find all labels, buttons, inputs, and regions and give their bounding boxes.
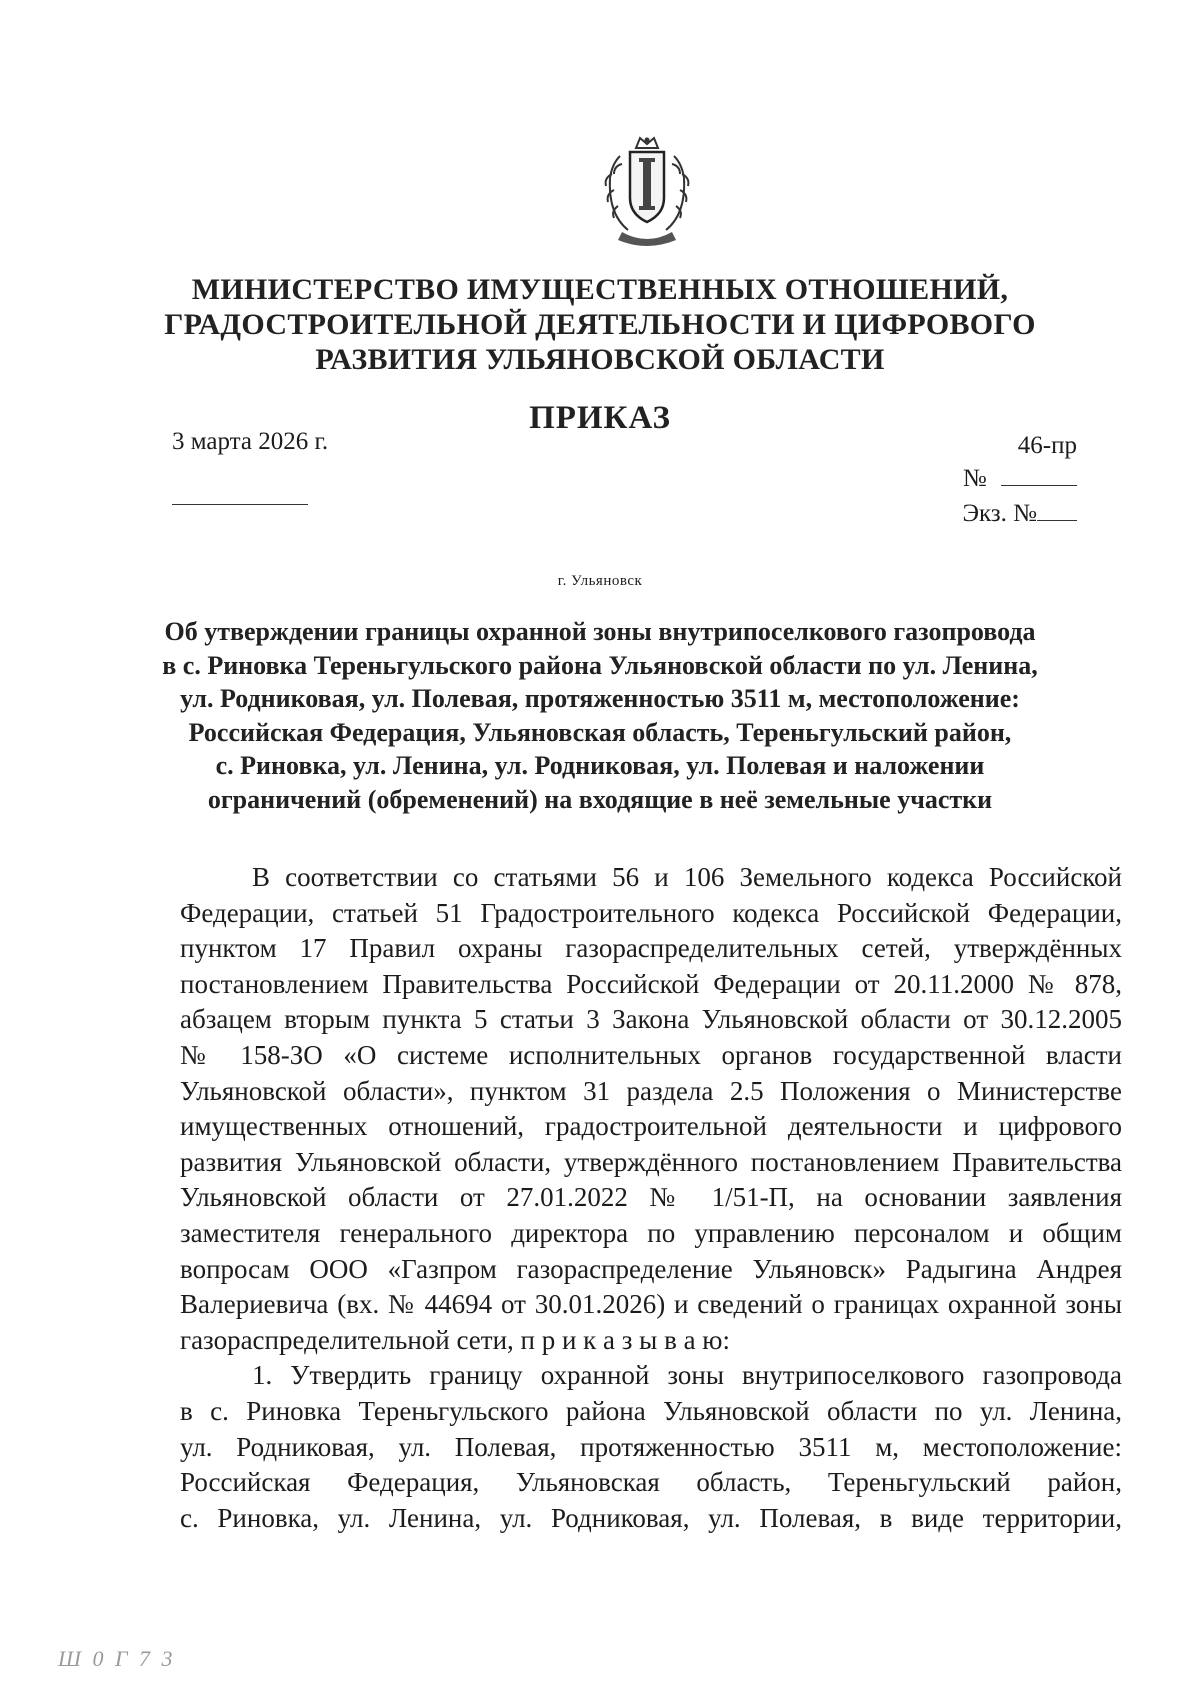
subject-line: Российская Федерация, Ульяновская область, Тереньгульский район, [188, 717, 1012, 747]
registration-stamp: Ш 0 Г 7 3 [58, 1646, 176, 1671]
ministry-name [150, 272, 1050, 377]
body-line: развития Ульяновской области, утверждённого постановлением Правительства [180, 1146, 1122, 1177]
copy-blank [1037, 519, 1077, 521]
body-line: В соответствии со статьями 56 и 106 Земельного кодекса Российской [252, 862, 1122, 892]
ministry-line-2: ГРАДОСТРОИТЕЛЬНОЙ ДЕЯТЕЛЬНОСТИ И ЦИФРОВОГО [164, 308, 1036, 341]
copy-label: Экз. № [962, 500, 1037, 527]
document-subject [150, 615, 1050, 817]
document-body [180, 860, 1122, 1536]
body-line: абзацем вторым пункта 5 статьи 3 Закона Ульяновской области от 30.12.2005 [180, 1004, 1122, 1035]
body-line: ул. Родниковая, ул. Полевая, протяженностью 3511 м, местоположение: [180, 1431, 1122, 1462]
ministry-line-3: РАЗВИТИЯ УЛЬЯНОВСКОЙ ОБЛАСТИ [315, 343, 885, 376]
date-underline [172, 504, 308, 505]
subject-line: ул. Родниковая, ул. Полевая, протяженностью 3511 м, местоположение: [180, 684, 1020, 714]
document-number: 46-пр [1017, 432, 1077, 459]
body-line: Валериевича (вх. № 44694 от 30.01.2026) и сведений о границах охранной зоны [180, 1289, 1122, 1320]
coat-of-arms-icon [598, 134, 696, 252]
body-line: газораспределительной сети, п р и к а з ы в а ю: [180, 1324, 730, 1355]
ministry-line-1: МИНИСТЕРСТВО ИМУЩЕСТВЕННЫХ ОТНОШЕНИЙ, [191, 273, 1009, 306]
copy-number-field [962, 500, 1077, 528]
subject-line: Об утверждении границы охранной зоны внутрипоселкового газопровода [164, 617, 1036, 646]
body-line: Российская Федерация, Ульяновская область, Тереньгульский район, [180, 1467, 1122, 1498]
number-label: № [962, 465, 987, 492]
body-line: заместителя генерального директора по управлению персоналом и общим [180, 1217, 1122, 1248]
body-line: с. Риновка, ул. Ленина, ул. Родниковая, ул. Полевая, в виде территории, [180, 1502, 1122, 1533]
subject-line: ограничений (обременений) на входящие в неё земельные участки [207, 784, 993, 814]
subject-line: с. Риновка, ул. Ленина, ул. Родниковая, ул. Полевая и наложении [215, 751, 985, 781]
body-line: Ульяновской области от 27.01.2022 № 1/51-П, на основании заявления [180, 1182, 1122, 1213]
body-line: Федерации, статьей 51 Градостроительного кодекса Российской Федерации, [180, 897, 1122, 928]
number-field [963, 465, 1077, 493]
body-line: в с. Риновка Тереньгульского района Ульяновской области по ул. Ленина, [180, 1395, 1122, 1426]
body-line: пунктом 17 Правил охраны газораспределительных сетей, утверждённых [180, 933, 1122, 964]
city-name: г. Ульяновск [557, 573, 643, 589]
body-line: вопросам ООО «Газпром газораспределение Ульяновск» Радыгина Андрея [180, 1253, 1122, 1284]
document-date: 3 марта 2026 г. [172, 428, 329, 455]
document-type: ПРИКАЗ [529, 400, 671, 436]
body-line: Ульяновской области», пунктом 31 раздела 2.5 Положения о Министерстве [180, 1075, 1122, 1106]
body-line: постановлением Правительства Российской Федерации от 20.11.2000 № 878, [180, 968, 1122, 999]
body-line: 1. Утвердить границу охранной зоны внутрипоселкового газопровода [252, 1360, 1122, 1391]
body-line: № 158-ЗО «О системе исполнительных органов государственной власти [180, 1039, 1122, 1070]
body-line: имущественных отношений, градостроительной деятельности и цифрового [180, 1111, 1122, 1142]
number-blank [1001, 484, 1077, 486]
subject-line: в с. Риновка Тереньгульского района Ульяновской области по ул. Ленина, [162, 650, 1038, 680]
